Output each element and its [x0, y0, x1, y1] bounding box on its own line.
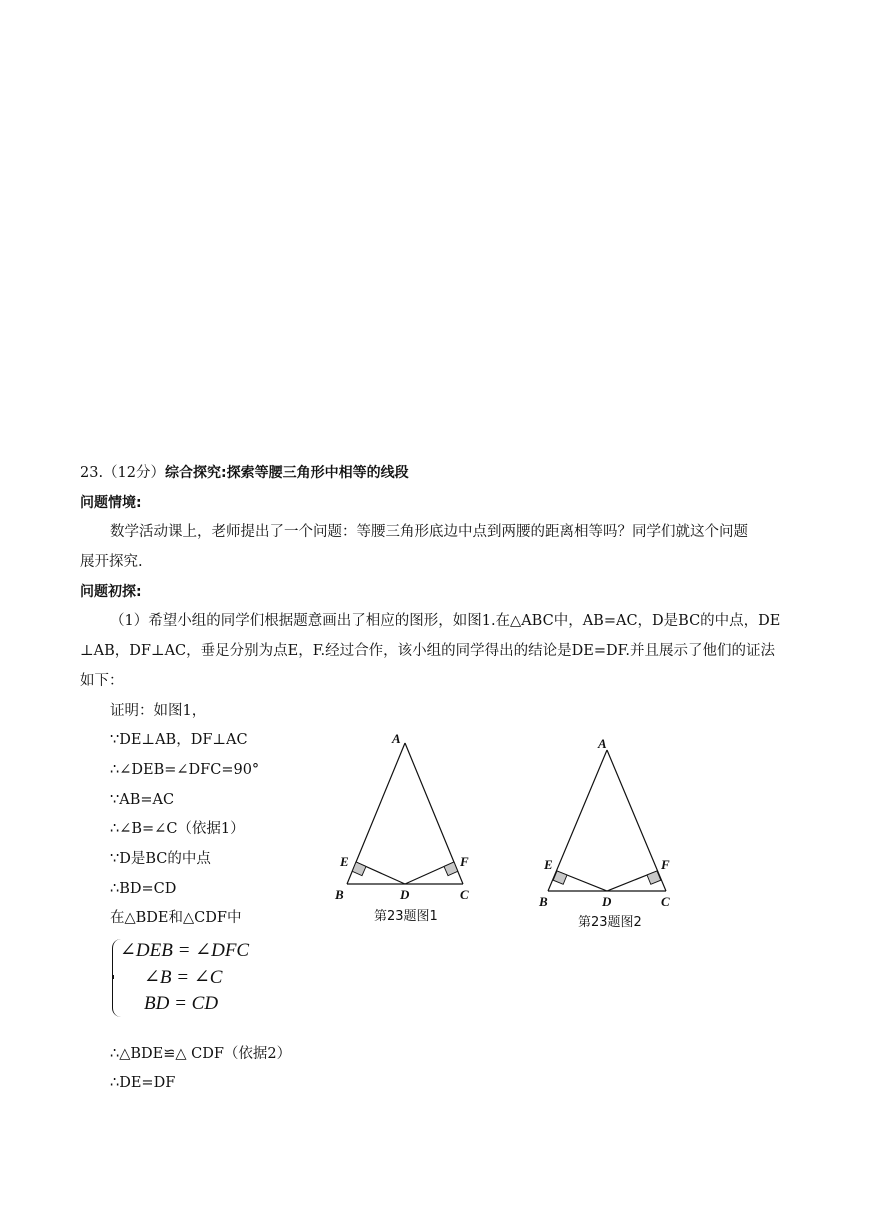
- section-label-initial: 问题初探:: [80, 584, 142, 600]
- question-heading: [80, 463, 409, 483]
- figure-1: [330, 728, 490, 928]
- proof-conclusion-congruent: ∴△BDE≌△ CDF（依据2）: [110, 1046, 292, 1062]
- right-angle-mark-f: [444, 862, 458, 876]
- label-e: E: [544, 857, 553, 872]
- figure-1-caption: 第23题图1: [374, 909, 438, 924]
- congruence-conditions: [112, 935, 272, 1021]
- label-b: B: [335, 887, 344, 902]
- label-b: B: [539, 894, 548, 909]
- figure-2: [530, 735, 690, 935]
- label-c: C: [661, 894, 670, 909]
- label-d: D: [602, 894, 612, 909]
- proof-line: ∴∠B=∠C（依据1）: [110, 821, 245, 837]
- section-label-context: 问题情境:: [80, 495, 142, 511]
- proof-conclusion-equal: ∴DE=DF: [110, 1075, 176, 1091]
- right-angle-mark-e: [352, 862, 366, 876]
- label-a: A: [392, 731, 401, 746]
- proof-line: ∵DE⊥AB，DF⊥AC: [110, 732, 248, 748]
- side-ac: [607, 750, 666, 891]
- label-f: F: [661, 857, 670, 872]
- label-e: E: [340, 854, 349, 869]
- label-c: C: [460, 887, 469, 902]
- context-text-line1: 数学活动课上，老师提出了一个问题：等腰三角形底边中点到两腰的距离相等吗？同学们就这个问题: [110, 524, 748, 540]
- figure-2-caption: 第23题图2: [578, 915, 642, 930]
- proof-line: 证明：如图1，: [110, 703, 207, 719]
- proof-line: ∴∠DEB=∠DFC=90°: [110, 762, 260, 778]
- condition-angle-right: ∠DEB = ∠DFC: [120, 940, 250, 961]
- context-text-line2: 展开探究.: [80, 554, 143, 570]
- label-a: A: [598, 736, 607, 751]
- part1-text-line3: 如下：: [80, 673, 124, 689]
- part1-text-line2: ⊥AB，DF⊥AC，垂足分别为点E，F.经过合作，该小组的同学得出的结论是DE=DF.并且展示了他们的证法: [80, 643, 776, 659]
- proof-line: 在△BDE和△CDF中: [110, 910, 242, 926]
- condition-angle-base: ∠B = ∠C: [144, 967, 223, 988]
- proof-line: ∵AB=AC: [110, 792, 175, 808]
- label-d: D: [400, 887, 410, 902]
- question-number: 23.（12分）: [80, 465, 166, 481]
- proof-line: ∴BD=CD: [110, 881, 177, 897]
- label-f: F: [460, 854, 469, 869]
- side-ab: [548, 750, 607, 891]
- part1-text-line1: （1）希望小组的同学们根据题意画出了相应的图形，如图1.在△ABC中，AB=AC，D是BC的中点，DE: [110, 613, 781, 629]
- condition-side: BD = CD: [144, 993, 219, 1014]
- question-title: 综合探究:探索等腰三角形中相等的线段: [165, 465, 409, 481]
- proof-line: ∵D是BC的中点: [110, 851, 211, 867]
